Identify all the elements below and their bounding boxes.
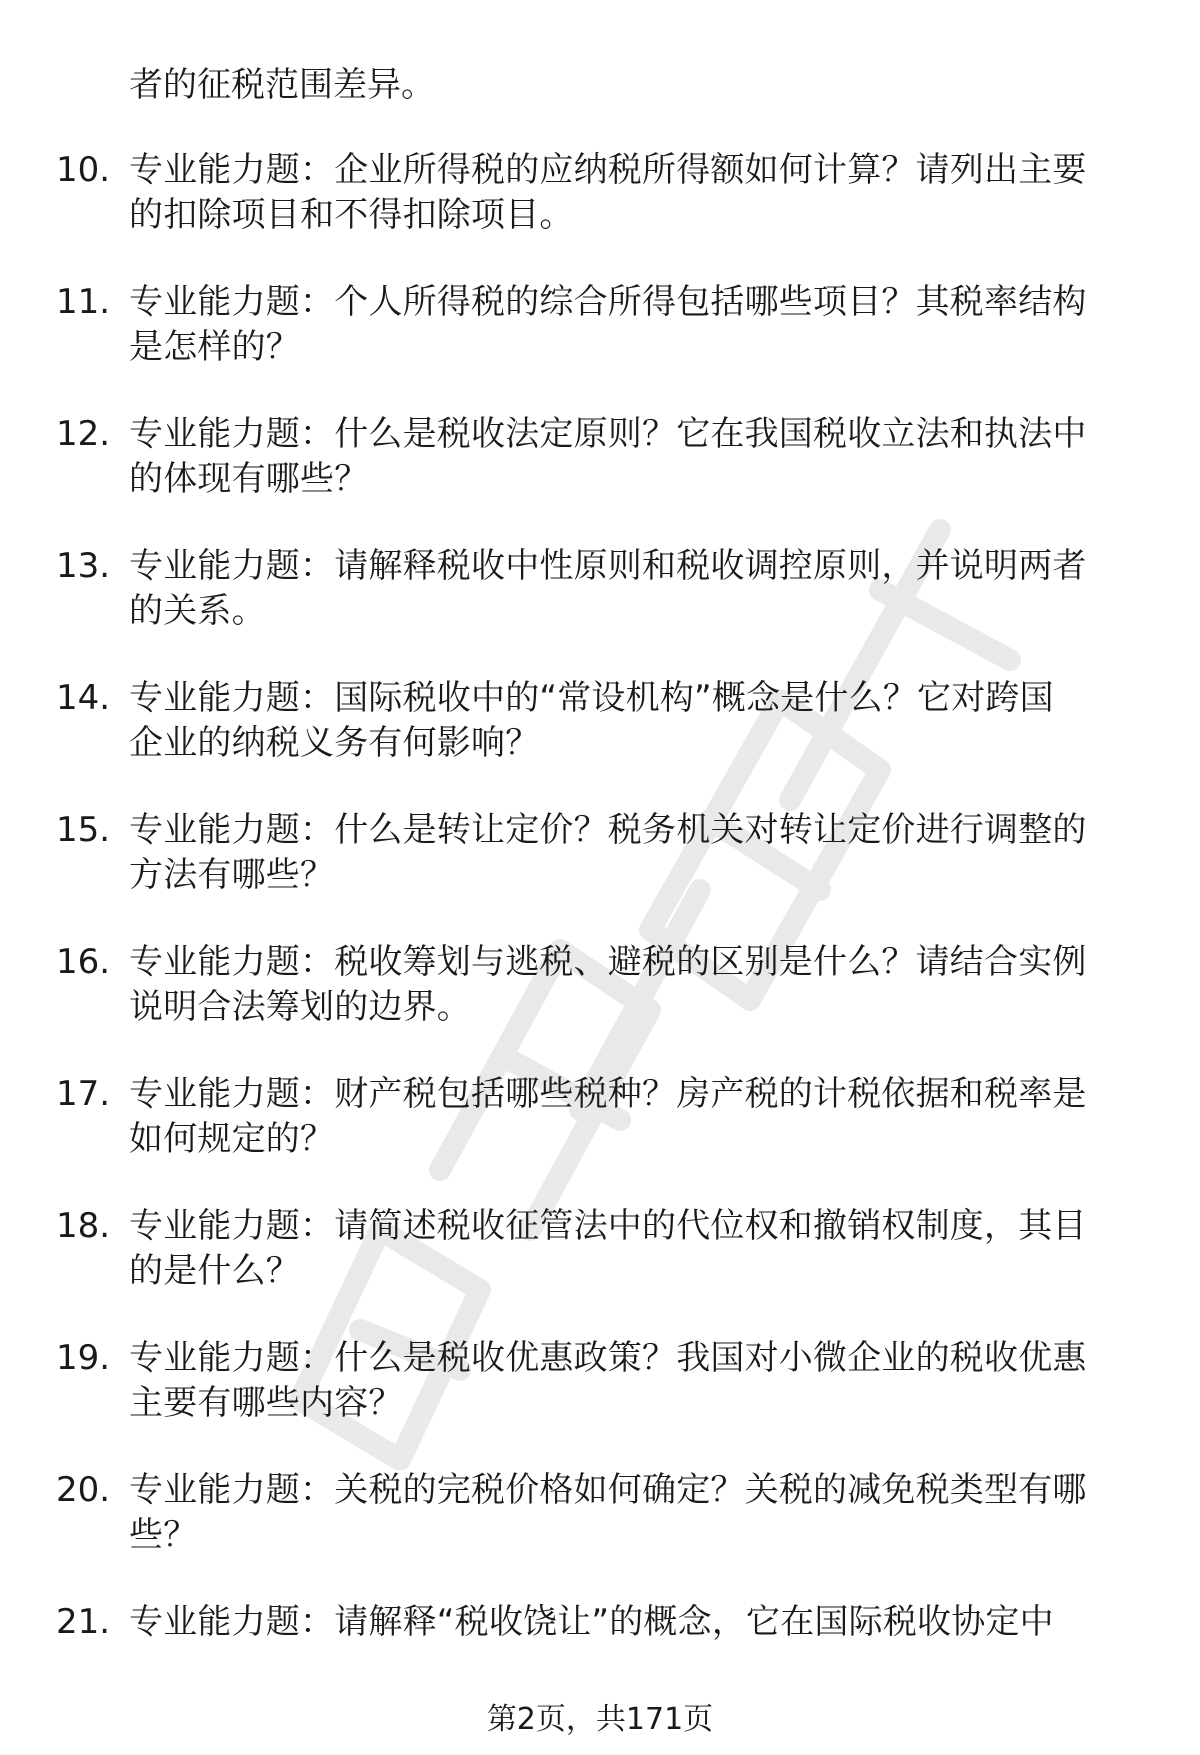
question-text: [129, 148, 1144, 238]
continuation-text: 者的征税范围差异。: [129, 65, 435, 105]
question-text-line: 专业能力题：什么是转让定价？税务机关对转让定价进行调整的: [129, 810, 1087, 850]
question-number: 12.: [56, 414, 111, 454]
question-item: [0, 280, 1200, 412]
question-text: [129, 940, 1144, 1030]
question-text: [129, 544, 1144, 634]
question-number: 17.: [56, 1074, 111, 1114]
question-text: [129, 280, 1144, 370]
question-text-line: 些？: [129, 1515, 198, 1555]
question-text-line: 专业能力题：税收筹划与逃税、避税的区别是什么？请结合实例: [129, 942, 1087, 982]
question-item: [0, 544, 1200, 676]
question-item: [0, 412, 1200, 544]
question-item: [0, 148, 1200, 280]
question-item: [0, 676, 1200, 808]
question-text: [129, 1204, 1144, 1294]
question-text: [129, 1072, 1144, 1162]
question-item: [0, 1468, 1200, 1600]
question-text-line: 专业能力题：国际税收中的“常设机构”概念是什么？它对跨国: [129, 678, 1054, 718]
question-text-line: 的扣除项目和不得扣除项目。: [129, 195, 574, 235]
question-text-line: 主要有哪些内容？: [129, 1383, 403, 1423]
page-footer: 第2页，共171页: [486, 1702, 714, 1737]
question-text-line: 的是什么？: [129, 1251, 300, 1291]
question-text-line: 方法有哪些？: [129, 855, 335, 895]
question-text-line: 是怎样的？: [129, 327, 300, 367]
question-item: [0, 940, 1200, 1072]
question-number: 14.: [56, 678, 111, 718]
question-item: [0, 1336, 1200, 1468]
question-number: 15.: [56, 810, 111, 850]
question-text-line: 说明合法筹划的边界。: [129, 987, 471, 1027]
question-text-line: 专业能力题：关税的完税价格如何确定？关税的减免税类型有哪: [129, 1470, 1087, 1510]
question-text-line: 专业能力题：财产税包括哪些税种？房产税的计税依据和税率是: [129, 1074, 1087, 1114]
question-text: [129, 412, 1144, 502]
question-text: [129, 808, 1144, 898]
question-number: 20.: [56, 1470, 111, 1510]
question-text-line: 专业能力题：企业所得税的应纳税所得额如何计算？请列出主要: [129, 150, 1087, 190]
question-number: 21.: [56, 1602, 111, 1642]
question-number: 13.: [56, 546, 111, 586]
question-number: 16.: [56, 942, 111, 982]
question-text-line: 如何规定的？: [129, 1119, 335, 1159]
question-number: 18.: [56, 1206, 111, 1246]
question-text: [129, 1336, 1144, 1426]
question-number: 10.: [56, 150, 111, 190]
question-text-line: 专业能力题：什么是税收优惠政策？我国对小微企业的税收优惠: [129, 1338, 1087, 1378]
question-item: [0, 1204, 1200, 1336]
question-item: [0, 1072, 1200, 1204]
question-number: 11.: [56, 282, 111, 322]
question-text-line: 的关系。: [129, 591, 266, 631]
question-text-line: 专业能力题：请简述税收征管法中的代位权和撤销权制度，其目: [129, 1206, 1087, 1246]
question-text: [129, 676, 1144, 766]
question-text-line: 专业能力题：个人所得税的综合所得包括哪些项目？其税率结构: [129, 282, 1087, 322]
question-text-line: 的体现有哪些？: [129, 459, 369, 499]
question-text: [129, 1600, 1144, 1645]
question-text-line: 专业能力题：请解释税收中性原则和税收调控原则，并说明两者: [129, 546, 1087, 586]
question-text-line: 企业的纳税义务有何影响？: [129, 723, 540, 763]
question-number: 19.: [56, 1338, 111, 1378]
question-text: [129, 1468, 1144, 1558]
question-list: [0, 148, 1200, 1732]
question-item: [0, 808, 1200, 940]
question-text-line: 专业能力题：请解释“税收饶让”的概念，它在国际税收协定中: [129, 1602, 1054, 1642]
question-text-line: 专业能力题：什么是税收法定原则？它在我国税收立法和执法中: [129, 414, 1087, 454]
